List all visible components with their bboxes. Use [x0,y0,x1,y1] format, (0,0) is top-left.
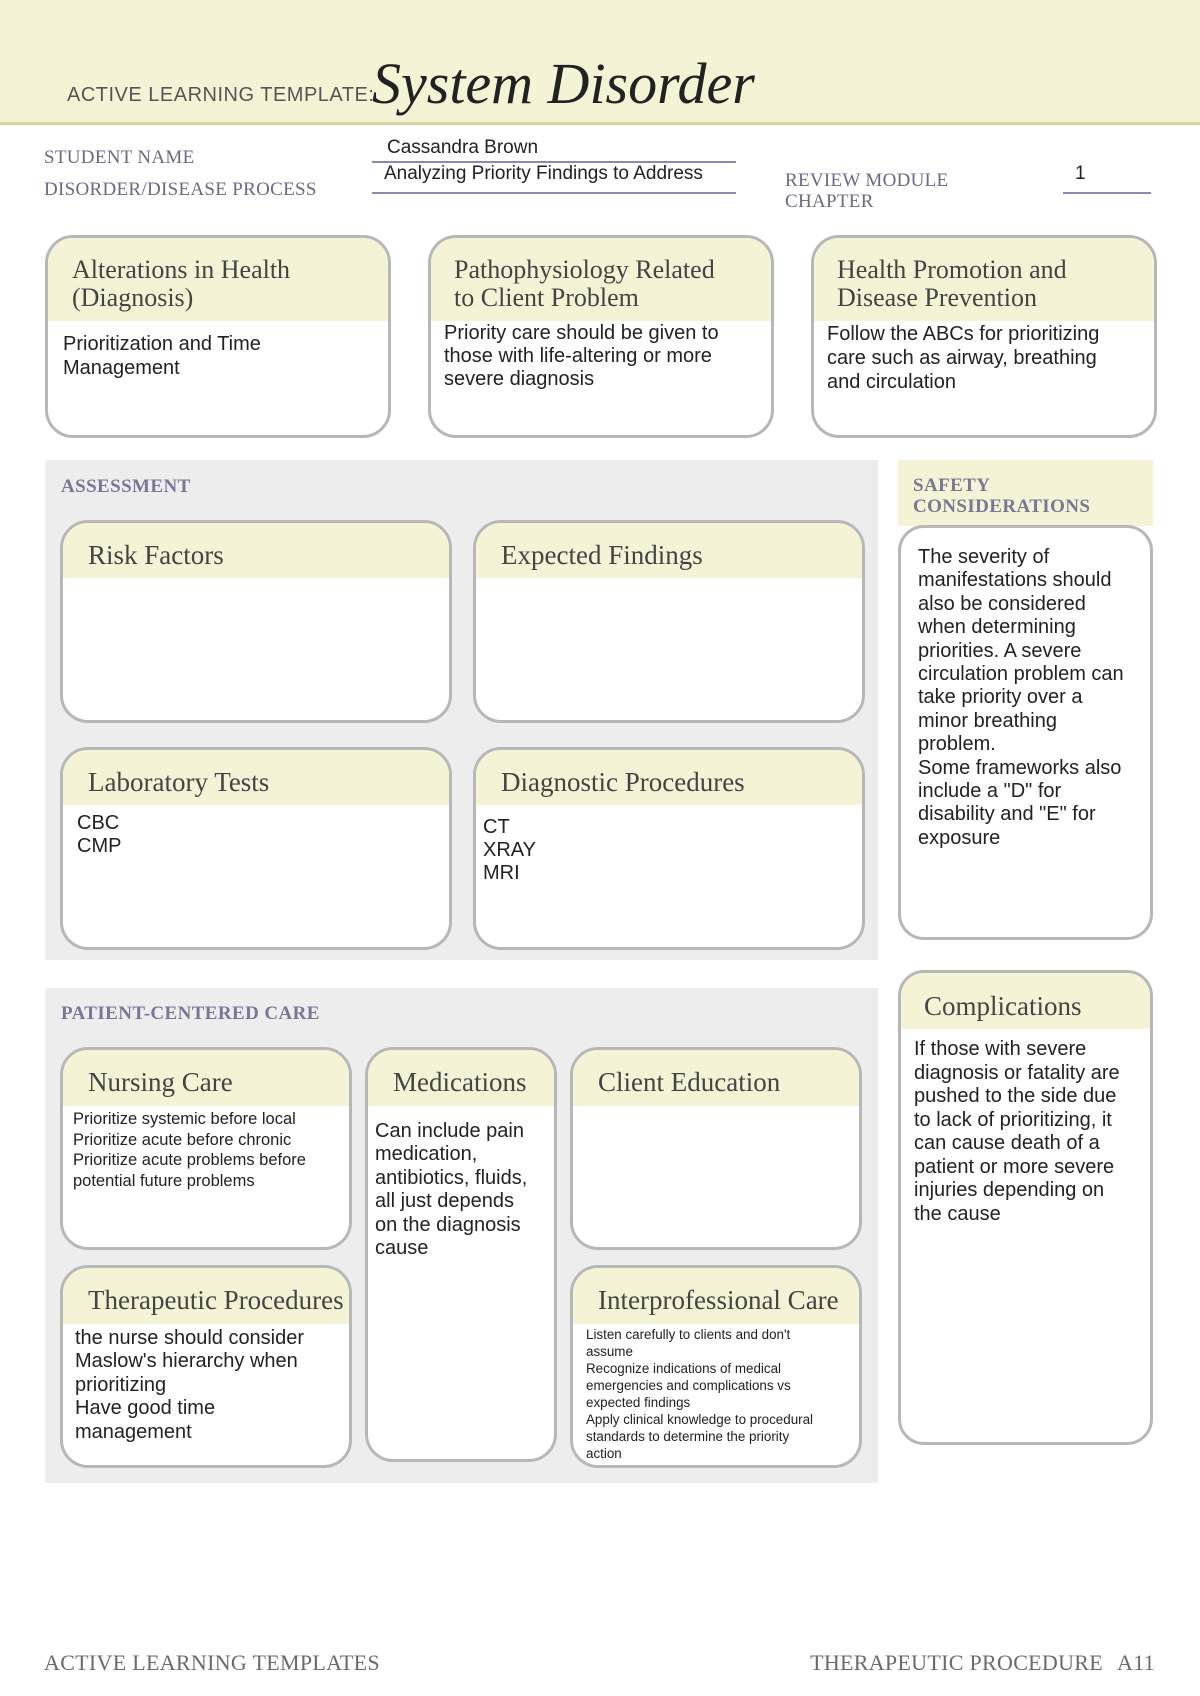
laboratory-tests-body[interactable]: CBC CMP [77,812,122,857]
template-prefix: ACTIVE LEARNING TEMPLATE: [67,84,375,106]
header-divider [0,122,1200,125]
chapter-field[interactable]: 1 [1075,163,1086,184]
risk-factors-body[interactable] [63,578,449,594]
expected-findings-header: Expected Findings [476,523,862,578]
interprofessional-care-body[interactable]: Listen carefully to clients and don't assume Recognize indications of medical emergencies and complications vs expected findings Apply clinical knowledge to procedural standards to determine the priority action [586,1327,814,1461]
interprofessional-care-header: Interprofessional Care [573,1268,859,1324]
complications-header: Complications [901,973,1150,1029]
medications-body[interactable]: Can include pain medication, antibiotics, fluids, all just depends on the diagnosis cause [375,1120,528,1260]
footer-left: ACTIVE LEARNING TEMPLATES [44,1650,380,1675]
diagnostic-procedures-header: Diagnostic Procedures [476,750,862,805]
safety-title-line2: CONSIDERATIONS [913,496,1091,517]
complications-box [898,970,1153,1445]
risk-factors-box [60,520,452,723]
laboratory-tests-header: Laboratory Tests [63,750,449,805]
chapter-underline [1063,192,1151,194]
page-title: System Disorder [372,51,755,116]
footer-code: A11 [1117,1650,1155,1675]
health-promotion-body[interactable]: Follow the ABCs for prioritizing care such as airway, breathing and circulation [827,323,1100,393]
medications-box [365,1047,557,1462]
disorder-underline [372,192,736,194]
patient-centered-care-title: PATIENT-CENTERED CARE [61,1003,320,1024]
footer-right-label: THERAPEUTIC PROCEDURE [810,1650,1104,1675]
diagnostic-procedures-body[interactable]: CT XRAY MRI [483,816,536,884]
student-name-field[interactable]: Cassandra Brown [387,137,539,158]
health-promotion-header [814,238,1154,321]
risk-factors-header: Risk Factors [63,523,449,578]
chapter-label: CHAPTER [785,191,874,212]
alterations-header [48,238,388,321]
footer-right [810,1650,1155,1676]
alterations-body[interactable]: Prioritization and Time Management [63,333,261,379]
safety-body[interactable]: The severity of manifestations should also be considered when determining priorities. A severe circulation problem can take priority over a minor breathing problem. Some frameworks also include a "D" for disability and "E" for exposure [918,546,1124,849]
diagnostic-procedures-box [473,747,865,950]
client-education-box [570,1047,862,1250]
health-promotion-title-line1: Health Promotion and [837,255,1067,284]
laboratory-tests-box [60,747,452,950]
alterations-title-line1: Alterations in Health [72,255,291,284]
client-education-header: Client Education [573,1050,859,1106]
complications-body[interactable]: If those with severe diagnosis or fatality are pushed to the side due to lack of prioritizing, it can cause death of a patient or more severe injuries depending on the cause [914,1038,1120,1225]
safety-box [898,525,1153,940]
disorder-field[interactable]: Analyzing Priority Findings to Address [384,163,703,184]
disorder-label: DISORDER/DISEASE PROCESS [44,179,317,200]
alterations-box [45,235,391,438]
therapeutic-procedures-body[interactable]: the nurse should consider Maslow's hierarchy when prioritizing Have good time management [75,1327,305,1443]
pathophysiology-title-line1: Pathophysiology Related [454,255,715,284]
review-module-label: REVIEW MODULE [785,170,949,191]
medications-header: Medications [368,1050,554,1106]
safety-header [898,460,1153,526]
therapeutic-procedures-box [60,1265,352,1468]
pathophysiology-box [428,235,774,438]
nursing-care-body[interactable]: Prioritize systemic before local Prioritize acute before chronic Prioritize acute problems before potential future problems [73,1110,306,1190]
nursing-care-box [60,1047,352,1250]
pathophysiology-title-line2: to Client Problem [454,283,639,312]
expected-findings-body[interactable] [476,578,862,594]
therapeutic-procedures-header: Therapeutic Procedures [63,1268,349,1324]
interprofessional-care-box [570,1265,862,1468]
pathophysiology-header [431,238,771,321]
health-promotion-title-line2: Disease Prevention [837,283,1038,312]
safety-title-line1: SAFETY [913,475,991,496]
expected-findings-box [473,520,865,723]
client-education-body[interactable] [573,1106,859,1122]
health-promotion-box [811,235,1157,438]
alterations-title-line2: (Diagnosis) [72,283,194,312]
assessment-title: ASSESSMENT [61,476,191,497]
nursing-care-header: Nursing Care [63,1050,349,1106]
student-name-label: STUDENT NAME [44,147,195,168]
pathophysiology-body[interactable]: Priority care should be given to those with life-altering or more severe diagnosis [444,322,719,390]
